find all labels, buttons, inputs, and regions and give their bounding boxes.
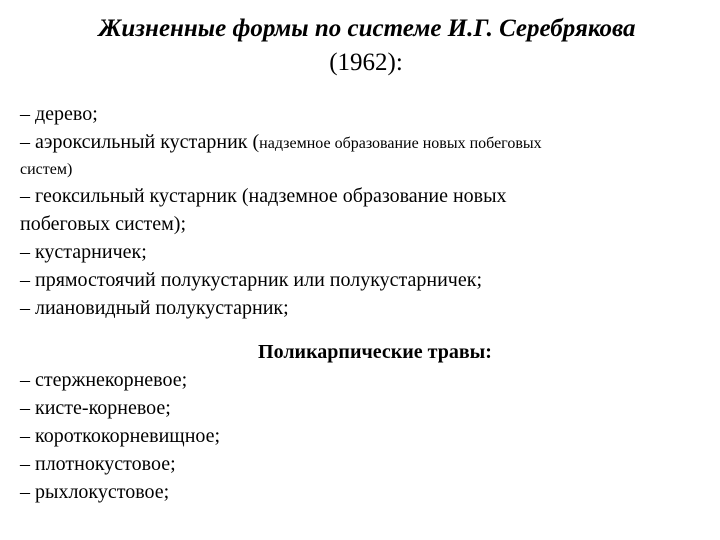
title-line-2: (1962): [329,49,403,76]
section-heading: Поликарпические травы: [258,341,492,363]
list-item: – кисте-корневое; [20,397,171,419]
page-title [0,12,720,80]
list-item-main: – аэроксильный кустарник ( [20,131,260,153]
herb-forms-list [20,366,710,506]
list-item-continuation: систем) [20,161,73,178]
list-item: – лиановидный полукустарник; [20,297,289,319]
list-item: – короткокорневищное; [20,425,221,447]
list-item: – прямостоячий полукустарник или полукустарничек; [20,269,483,291]
woody-forms-list [20,100,710,322]
list-item-note: надземное образование новых побеговых [259,135,542,152]
list-item: – кустарничек; [20,241,147,263]
list-item: – плотнокустовое; [20,453,176,475]
list-item: – рыхлокустовое; [20,481,170,503]
list-item: – геоксильный кустарник (надземное образование новых побеговых систем); [20,185,507,235]
list-item: – стержнекорневое; [20,369,188,391]
list-item: – дерево; [20,103,98,125]
list-item [20,128,710,158]
title-line-1: Жизненные формы по системе И.Г. Серебрякова [98,15,636,42]
